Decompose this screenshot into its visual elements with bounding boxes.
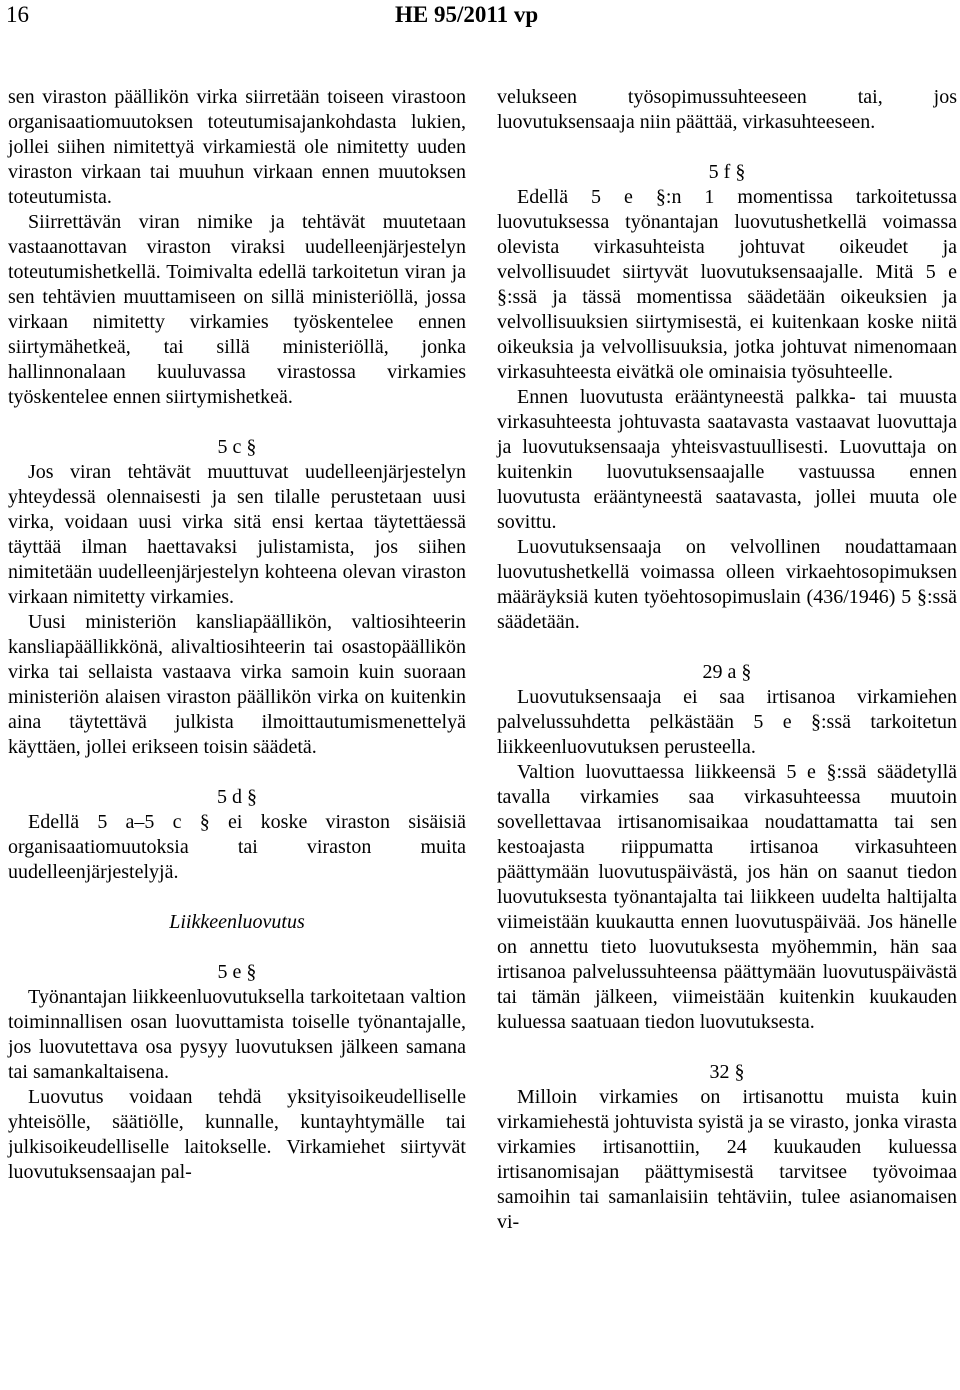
section-number-heading: 5 f § <box>708 161 746 183</box>
paragraph: Valtion luovuttaessa liikkeensä 5 e §:ssä säädetyllä tavalla virkamies saa virkasuhteessa muutoin sovellettavaa irtisanomisaikaa noudattamatta tai sen kestoajasta riippumatta irtisanoa virkasuhteen päättymään luovutuspäivästä, jos hän on saanut tiedon luovutuksesta työnantajalta tai liikkeen uudelta haltijalta viimeistään kuukautta ennen luovutuspäivää. Jos hänelle on annettu tieto luovutuksesta myöhemmin, hän saa irtisanoa palvelussuhteensa päättymään luovutuspäivästä tai tämän jälkeen, viimeistään kuitenkin kuukauden kuluessa saatuaan tiedon luovutuksesta. <box>497 761 957 1033</box>
section-number-heading: 5 c § <box>217 436 257 458</box>
paragraph: Ennen luovutusta erääntyneestä palkka- tai muusta virkasuhteesta johtuvasta saatavasta vastaavat luovuttaja ja luovutuksensaaja yhteisvastuullisesti. Luovuttaja on kuitenkin luovutuksensaajalle vastuussa ennen luovutusta erääntyneestä saatavasta, jollei muuta ole sovittu. <box>497 386 957 533</box>
paragraph: Luovutuksensaaja on velvollinen noudattamaan luovutushetkellä voimassa olleen virkaehtosopimuksen määräyksiä kuten työehtosopimuslain (436/1946) 5 §:ssä säädetään. <box>497 536 957 633</box>
paragraph: Luovutuksensaaja ei saa irtisanoa virkamiehen palvelussuhdetta pelkästään 5 e §:ssä tarkoitetun liikkeenluovutuksen perusteella. <box>497 686 957 758</box>
section-heading: Liikkeenluovutus <box>169 911 305 933</box>
paragraph: Luovutus voidaan tehdä yksityisoikeudelliselle yhteisölle, säätiölle, kunnalle, kuntayhtymälle tai julkisoikeudelliselle laitokselle. Virkamiehet siirtyvät luovutuksensaajan pal- <box>8 1086 466 1183</box>
section-number-heading: 5 e § <box>217 961 257 983</box>
section-number-heading: 29 a § <box>702 661 752 683</box>
right-column <box>497 85 957 1235</box>
paragraph: Jos viran tehtävät muuttuvat uudelleenjärjestelyn yhteydessä olennaisesti ja sen tilalle perustetaan uusi virka, voidaan uusi virka sitä ensi kertaa täytettäessä täyttää ilman haettavaksi julistamista, jos siihen nimitetään uudelleenjärjestelyn kohteena olevan viraston virkaan nimitetty virkamies. <box>8 461 466 608</box>
paragraph: Työnantajan liikkeenluovutuksella tarkoitetaan valtion toiminnallisen osan luovuttamista toiselle työnantajalle, jos luovutettava osa pysyy luovutuksen jälkeen samana tai samankaltaisena. <box>8 986 466 1083</box>
paragraph: Edellä 5 a–5 c § ei koske viraston sisäisiä organisaatiomuutoksia tai viraston muita uudelleenjärjestelyjä. <box>8 811 466 883</box>
paragraph: Milloin virkamies on irtisanottu muista kuin virkamiehestä johtuvista syistä ja se virasto, jonka virasta virkamies irtisanottiin, 24 kuukauden kuluessa irtisanomisajan päättymisestä tarvitsee työvoimaa samoihin tai samanlaisiin tehtäviin, tulee asianomaisen vi- <box>497 1086 957 1233</box>
page-number: 16 <box>6 2 29 27</box>
document-id: HE 95/2011 vp <box>395 2 539 27</box>
paragraph: velukseen työsopimussuhteeseen tai, jos luovutuksensaaja niin päättää, virkasuhteeseen. <box>497 86 957 133</box>
section-number-heading: 32 § <box>709 1061 745 1083</box>
section-number-heading: 5 d § <box>217 786 257 808</box>
left-column <box>8 85 466 1185</box>
paragraph: Siirrettävän viran nimike ja tehtävät muutetaan vastaanottavan viraston viraksi uudelleenjärjestelyn toteutumishetkellä. Toimivalta edellä tarkoitetun viran ja sen tehtävien muuttamiseen on sillä ministeriöllä, jossa virkaan nimitetty virkamies työskentelee ennen siirtymähetkeä, tai sillä ministeriöllä, jonka hallinnonalaan kuuluvassa virastossa virkamies työskentelee ennen siirtymishetkeä. <box>8 211 466 408</box>
paragraph: Edellä 5 e §:n 1 momentissa tarkoitetussa luovutuksessa työnantajan luovutushetkellä voimassa olevista virkasuhteista johtuvat oikeudet ja velvollisuudet siirtyvät luovutuksensaajalle. Mitä 5 e §:ssä ja tässä momentissa säädetään oikeuksien ja velvollisuuksien siirtymisestä, ei kuitenkaan koske niitä oikeuksia ja velvollisuuksia, jotka johtuvat nimenomaan virkasuhteesta eivätkä ole ominaisia työsuhteelle. <box>497 186 957 383</box>
paragraph: sen viraston päällikön virka siirretään toiseen virastoon organisaatiomuutoksen toteutumisajankohdasta lukien, jollei siihen nimitettyä virkamiestä ole nimitetty uuden viraston virkaan tai muuhun virkaan ennen muutoksen toteutumista. <box>8 86 466 208</box>
paragraph: Uusi ministeriön kansliapäällikön, valtiosihteerin kansliapäällikkönä, alivaltiosihteerin tai osastopäällikön virka tai sellaista vastaava virka samoin kuin suoraan ministeriön alaisen viraston päällikön virka on kuitenkin aina täytettävä julkista ilmoittautumismenettelyä käyttäen, jollei erikseen toisin säädetä. <box>8 611 466 758</box>
